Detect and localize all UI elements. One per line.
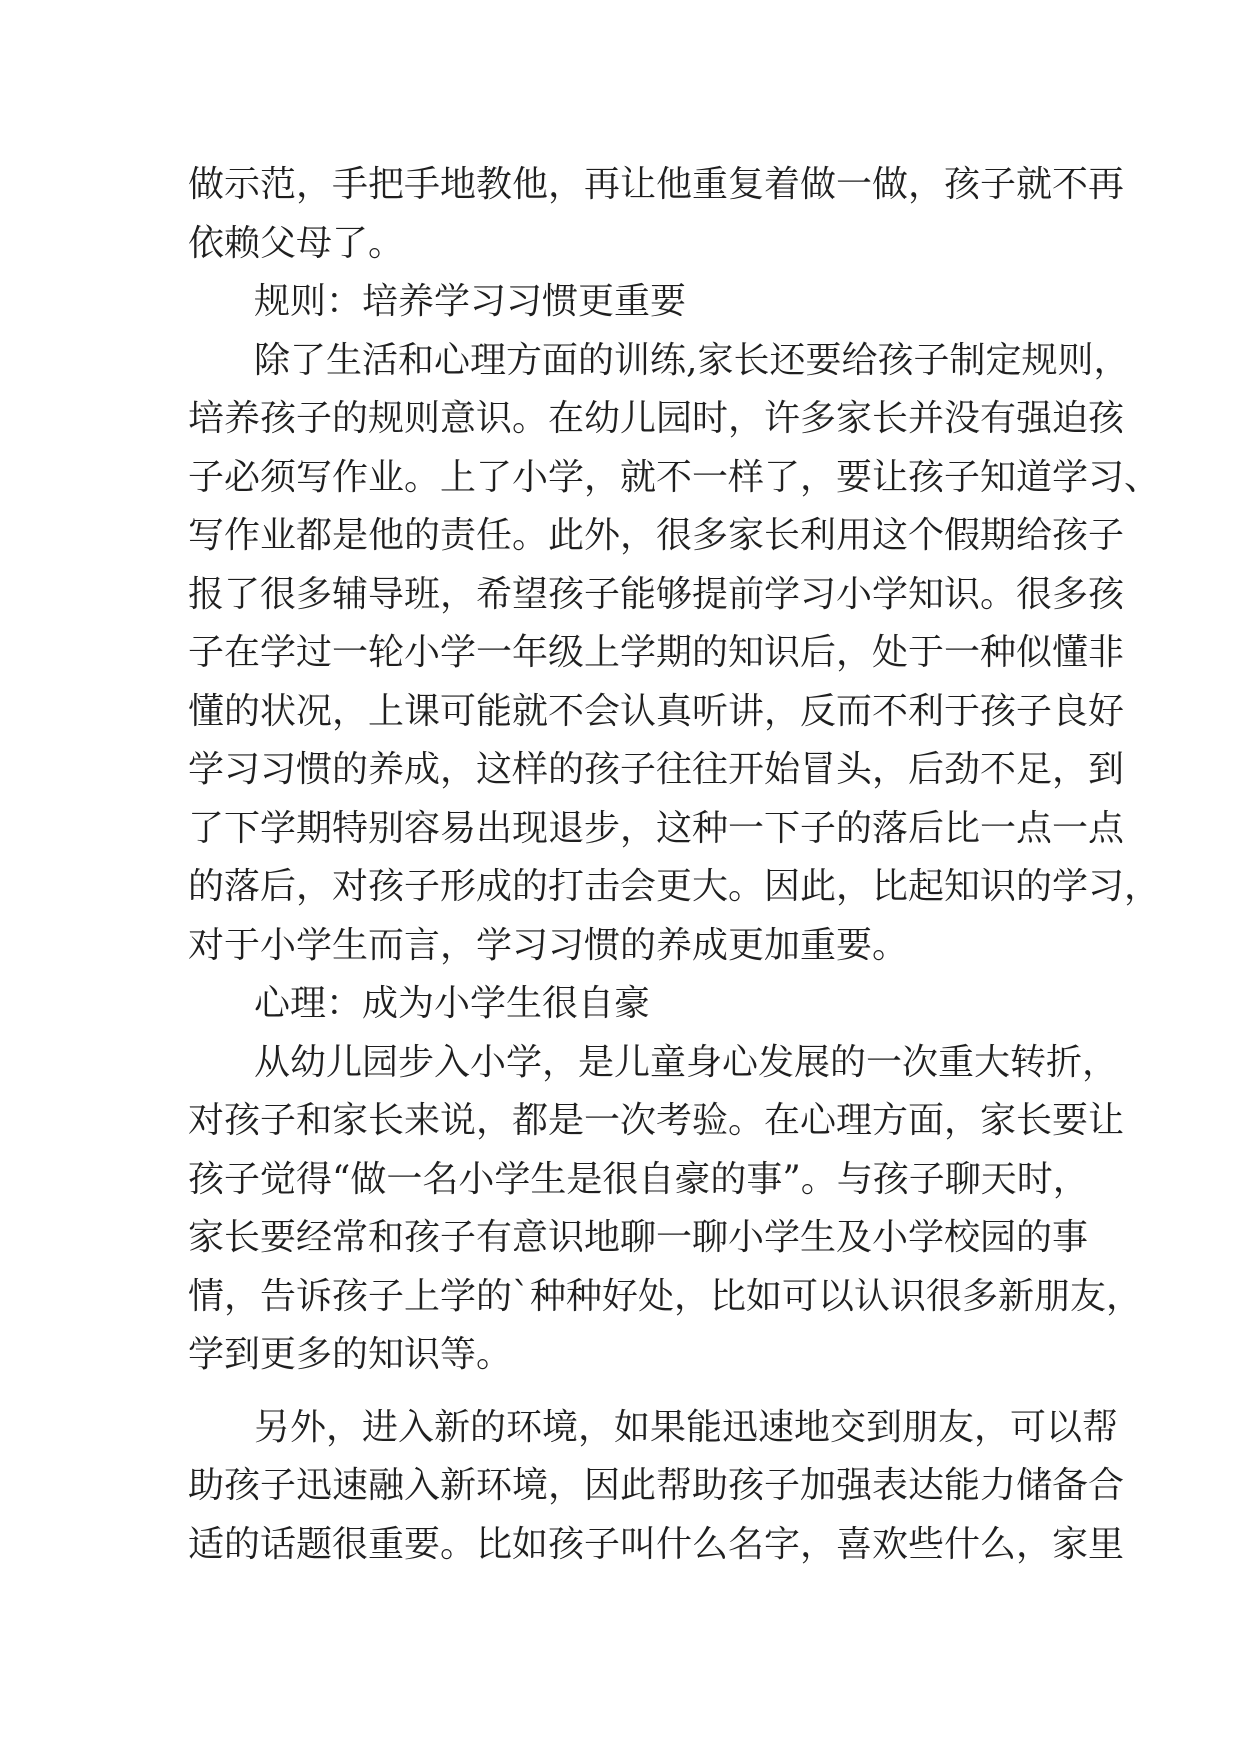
text-line: 子在学过一轮小学一年级上学期的知识后，处于一种似懂非 — [188, 632, 1125, 673]
text-line: 除了生活和心理方面的训练,家长还要给孩子制定规则， — [254, 339, 1130, 381]
section-heading-text: 规则：培养学习习惯更重要 — [254, 281, 687, 322]
text-line: 的落后，对孩子形成的打击会更大。因此，比起知识的学习， — [188, 866, 1161, 907]
section-heading-psychology — [188, 975, 1068, 1034]
text-line: 对于小学生而言，学习习惯的养成更加重要。 — [188, 924, 909, 966]
text-line: 写作业都是他的责任。此外，很多家长利用这个假期给孩子 — [188, 515, 1125, 556]
text-line: 孩子觉得“做一名小学生是很自豪的事”。与孩子聊天时， — [188, 1158, 1089, 1200]
paragraph-rules — [188, 332, 1161, 976]
text-line: 懂的状况，上课可能就不会认真听讲，反而不利于孩子良好 — [188, 690, 1125, 732]
text-line: 学到更多的知识等。 — [188, 1334, 513, 1375]
paragraph-friends — [188, 1399, 1125, 1575]
document-body — [188, 156, 1161, 1574]
text-line: 学习习惯的养成，这样的孩子往往开始冒头，后劲不足，到 — [188, 749, 1125, 790]
section-heading-text: 心理：成为小学生很自豪 — [254, 983, 651, 1024]
text-line: 情，告诉孩子上学的`种种好处，比如可以认识很多新朋友， — [188, 1275, 1143, 1317]
text-line: 培养孩子的规则意识。在幼儿园时，许多家长并没有强迫孩 — [188, 398, 1125, 439]
text-line: 助孩子迅速融入新环境，因此帮助孩子加强表达能力储备合 — [188, 1465, 1125, 1506]
text-line: 对孩子和家长来说，都是一次考验。在心理方面，家长要让 — [188, 1100, 1125, 1141]
text-line: 了下学期特别容易出现退步，这种一下子的落后比一点一点 — [188, 807, 1125, 849]
text-line: 适的话题很重要。比如孩子叫什么名字，喜欢些什么，家里 — [188, 1523, 1125, 1565]
text-line: 另外，进入新的环境，如果能迅速地交到朋友，可以帮 — [254, 1406, 1119, 1448]
text-line: 依赖父母了。 — [188, 222, 405, 264]
paragraph-continuation — [188, 156, 1125, 273]
paragraph-spacing — [188, 1385, 1068, 1399]
section-heading-rules — [188, 273, 1068, 332]
paragraph-psychology — [188, 1034, 1143, 1385]
text-line: 子必须写作业。上了小学，就不一样了，要让孩子知道学习、 — [188, 456, 1161, 498]
text-line: 报了很多辅导班，希望孩子能够提前学习小学知识。很多孩 — [188, 573, 1125, 615]
text-line: 从幼儿园步入小学，是儿童身心发展的一次重大转折， — [254, 1041, 1119, 1083]
text-line: 家长要经常和孩子有意识地聊一聊小学生及小学校园的事 — [188, 1217, 1089, 1258]
text-line: 做示范，手把手地教他，再让他重复着做一做，孩子就不再 — [188, 164, 1125, 205]
